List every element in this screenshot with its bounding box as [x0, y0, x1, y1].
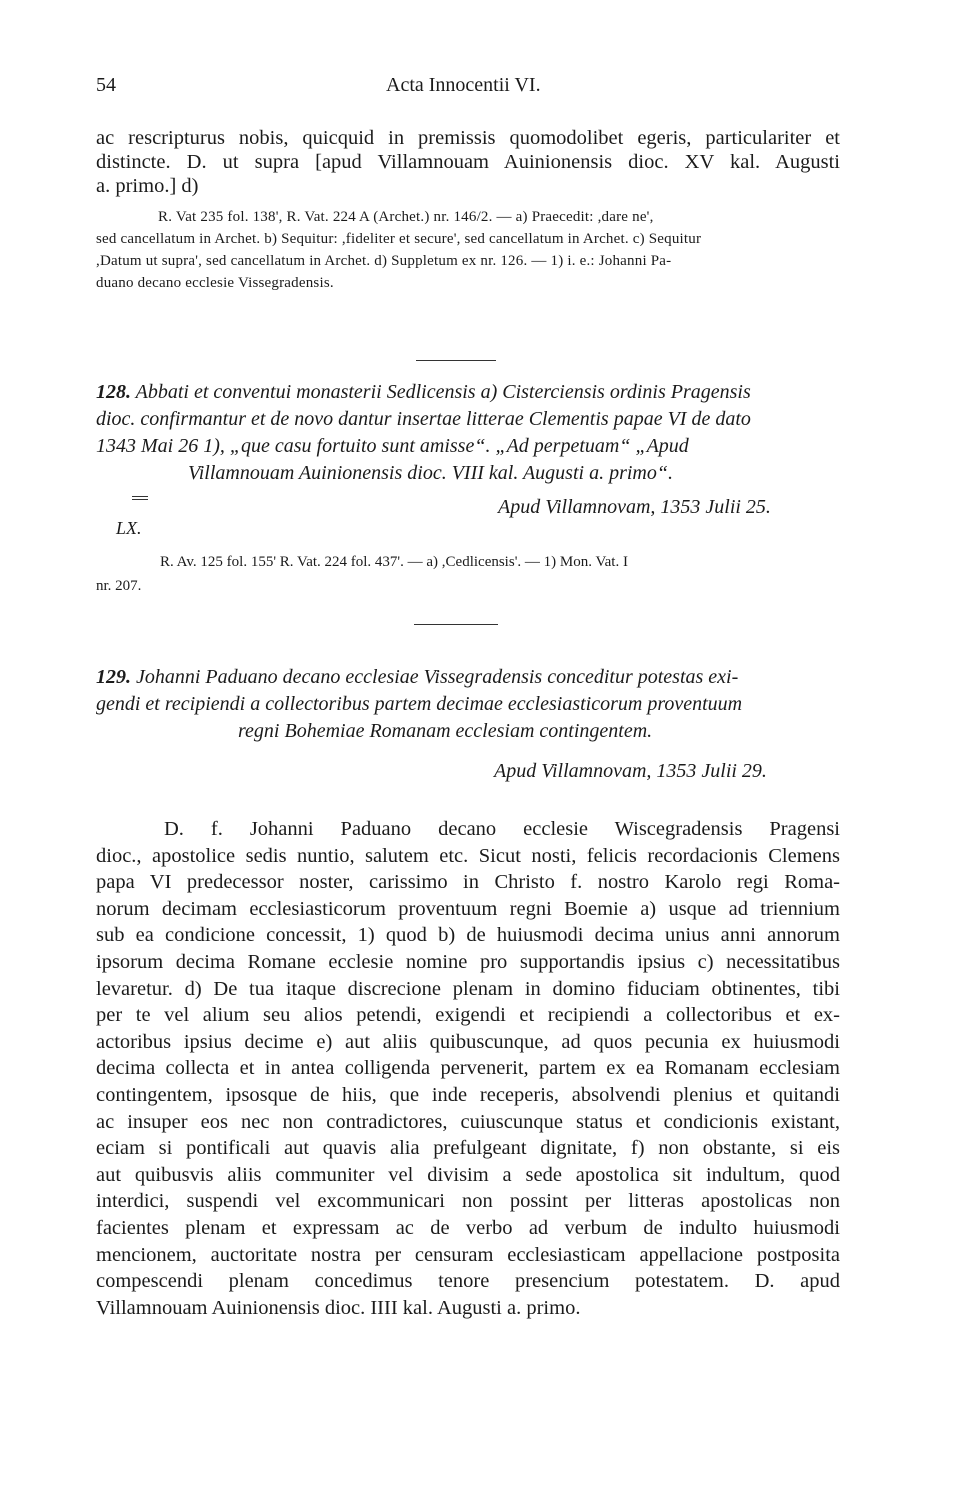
body-line: D. f. Johanni Paduano decano ecclesie Wiscegradensis Pragensi	[164, 818, 840, 840]
summary-line: Johanni Paduano decano ecclesiae Vissegradensis conceditur potestas exi-	[136, 666, 739, 688]
body-line: interdici, suspendi vel excommunicari non possint per litteras apostolicas non	[96, 1190, 840, 1213]
running-title: Acta Innocentii VI.	[386, 74, 541, 96]
body-line: compescendi plenam concedimus tenore presencium potestatem. D. apud	[96, 1270, 840, 1293]
entry-128-place-date: Apud Villamnovam, 1353 Julii 25.	[498, 496, 771, 518]
body-line: decima collecta et in antea colligenda pervenerit, partem ex ea Romanam ecclesiam	[96, 1057, 840, 1080]
summary-line: gendi et recipiendi a collectoribus partem decimae ecclesiasticorum proventuum	[96, 693, 743, 715]
summary-line: Abbati et conventui monasterii Sedlicensis a) Cisterciensis ordinis Pragensis	[135, 381, 751, 403]
summary-line: Villamnouam Auinionensis dioc. VIII kal. Augusti a. primo“.	[188, 462, 673, 484]
entry-129-place-date: Apud Villamnovam, 1353 Julii 29.	[494, 760, 767, 782]
intro-line: a. primo.] d)	[96, 175, 199, 197]
body-line: contingentem, ipsosque de hiis, que inde receperis, absolvendi plenius et quitandi	[96, 1083, 840, 1106]
intro-footnotes	[96, 206, 840, 294]
body-line: actoribus ipsius decime e) aut aliis quibuscunque, ad quos pecunia ex huiusmodi	[96, 1030, 840, 1053]
body-line: papa VI predecessor noster, carissimo in Christo f. nostro Karolo regi Roma-	[96, 871, 840, 894]
body-line: norum decimam ecclesiasticorum proventuum regni Boemie a) usque ad triennium	[96, 897, 840, 920]
body-line: ac insuper eos nec non contradictores, cuiuscunque status et condicionis existant,	[96, 1110, 840, 1133]
double-rule-mark	[132, 496, 148, 500]
body-line: sub ea condicione concessit, 1) quod b) de huiusmodi decima unius anni annorum	[96, 924, 840, 947]
summary-line: 1343 Mai 26 1), „que casu fortuito sunt amisse“. „Ad perpetuam“ „Apud	[96, 435, 689, 457]
body-line: mencionem, auctoritate nostra per censuram ecclesiasticam appellacione postposita	[96, 1243, 840, 1266]
entry-number: 128.	[96, 381, 131, 403]
footnote-line: duano decano ecclesie Vissegradensis.	[96, 275, 334, 291]
entry-128-footnotes: R. Av. 125 fol. 155' R. Vat. 224 fol. 437'. — a) ,Cedlicensis'. — 1) Mon. Vat. I	[160, 554, 628, 570]
margin-ref: nr. 207.	[96, 578, 142, 594]
summary-line: dioc. confirmantur et de novo dantur insertae litterae Clementis papae VI de dato	[96, 408, 751, 430]
separator-rule	[414, 624, 498, 625]
body-line: per te vel alium seu alios petendi, exigendi et recipiendi a collectoribus et ex-	[96, 1004, 840, 1027]
entry-number: 129.	[96, 666, 131, 688]
footnote-line: R. Vat 235 fol. 138', R. Vat. 224 A (Archet.) nr. 146/2. — a) Praecedit: ,dare ne',	[158, 209, 654, 225]
entry-129-body	[96, 816, 840, 1321]
entry-128-summary	[96, 379, 840, 487]
body-line: eciam si pontificali aut quavis alia prefulgeant dignitate, f) non obstante, si eis	[96, 1137, 840, 1160]
footnote-line: sed cancellatum in Archet. b) Sequitur: ,fideliter et secure', sed cancellatum in Archet. c) Sequitur	[96, 231, 702, 247]
body-line: ipsorum decima Romane ecclesie nomine pro supportandis ipsius c) necessitatibus	[96, 950, 840, 973]
footnote-line: ,Datum ut supra', sed cancellatum in Archet. d) Suppletum ex nr. 126. — 1) i. e.: Johanni Pa-	[96, 253, 672, 269]
entry-129-summary	[96, 664, 840, 745]
intro-line: distincte. D. ut supra [apud Villamnouam Auinionensis dioc. XV kal. Augusti	[96, 151, 840, 173]
intro-text	[96, 126, 840, 198]
body-line: facientes plenam et expressam ac de verbo ad verbum de indulto huiusmodi	[96, 1216, 840, 1239]
page-number: 54	[96, 74, 116, 96]
separator-rule	[416, 360, 496, 361]
margin-mark: LX.	[116, 518, 142, 538]
summary-line: regni Bohemiae Romanam ecclesiam contingentem.	[238, 720, 653, 742]
body-line: levaretur. d) De tua itaque discrecione plenam in domino fiduciam obtinentes, tibi	[96, 977, 840, 1000]
intro-line: ac rescripturus nobis, quicquid in premissis quomodolibet egeris, particulariter et	[96, 127, 840, 149]
body-line: dioc., apostolice sedis nuntio, salutem etc. Sicut nosti, felicis recordacionis Clemens	[96, 844, 840, 867]
body-line: Villamnouam Auinionensis dioc. IIII kal. Augusti a. primo.	[96, 1296, 581, 1319]
body-line: aut quibusvis aliis communiter vel divisim a sede apostolica sit indultum, quod	[96, 1163, 840, 1186]
